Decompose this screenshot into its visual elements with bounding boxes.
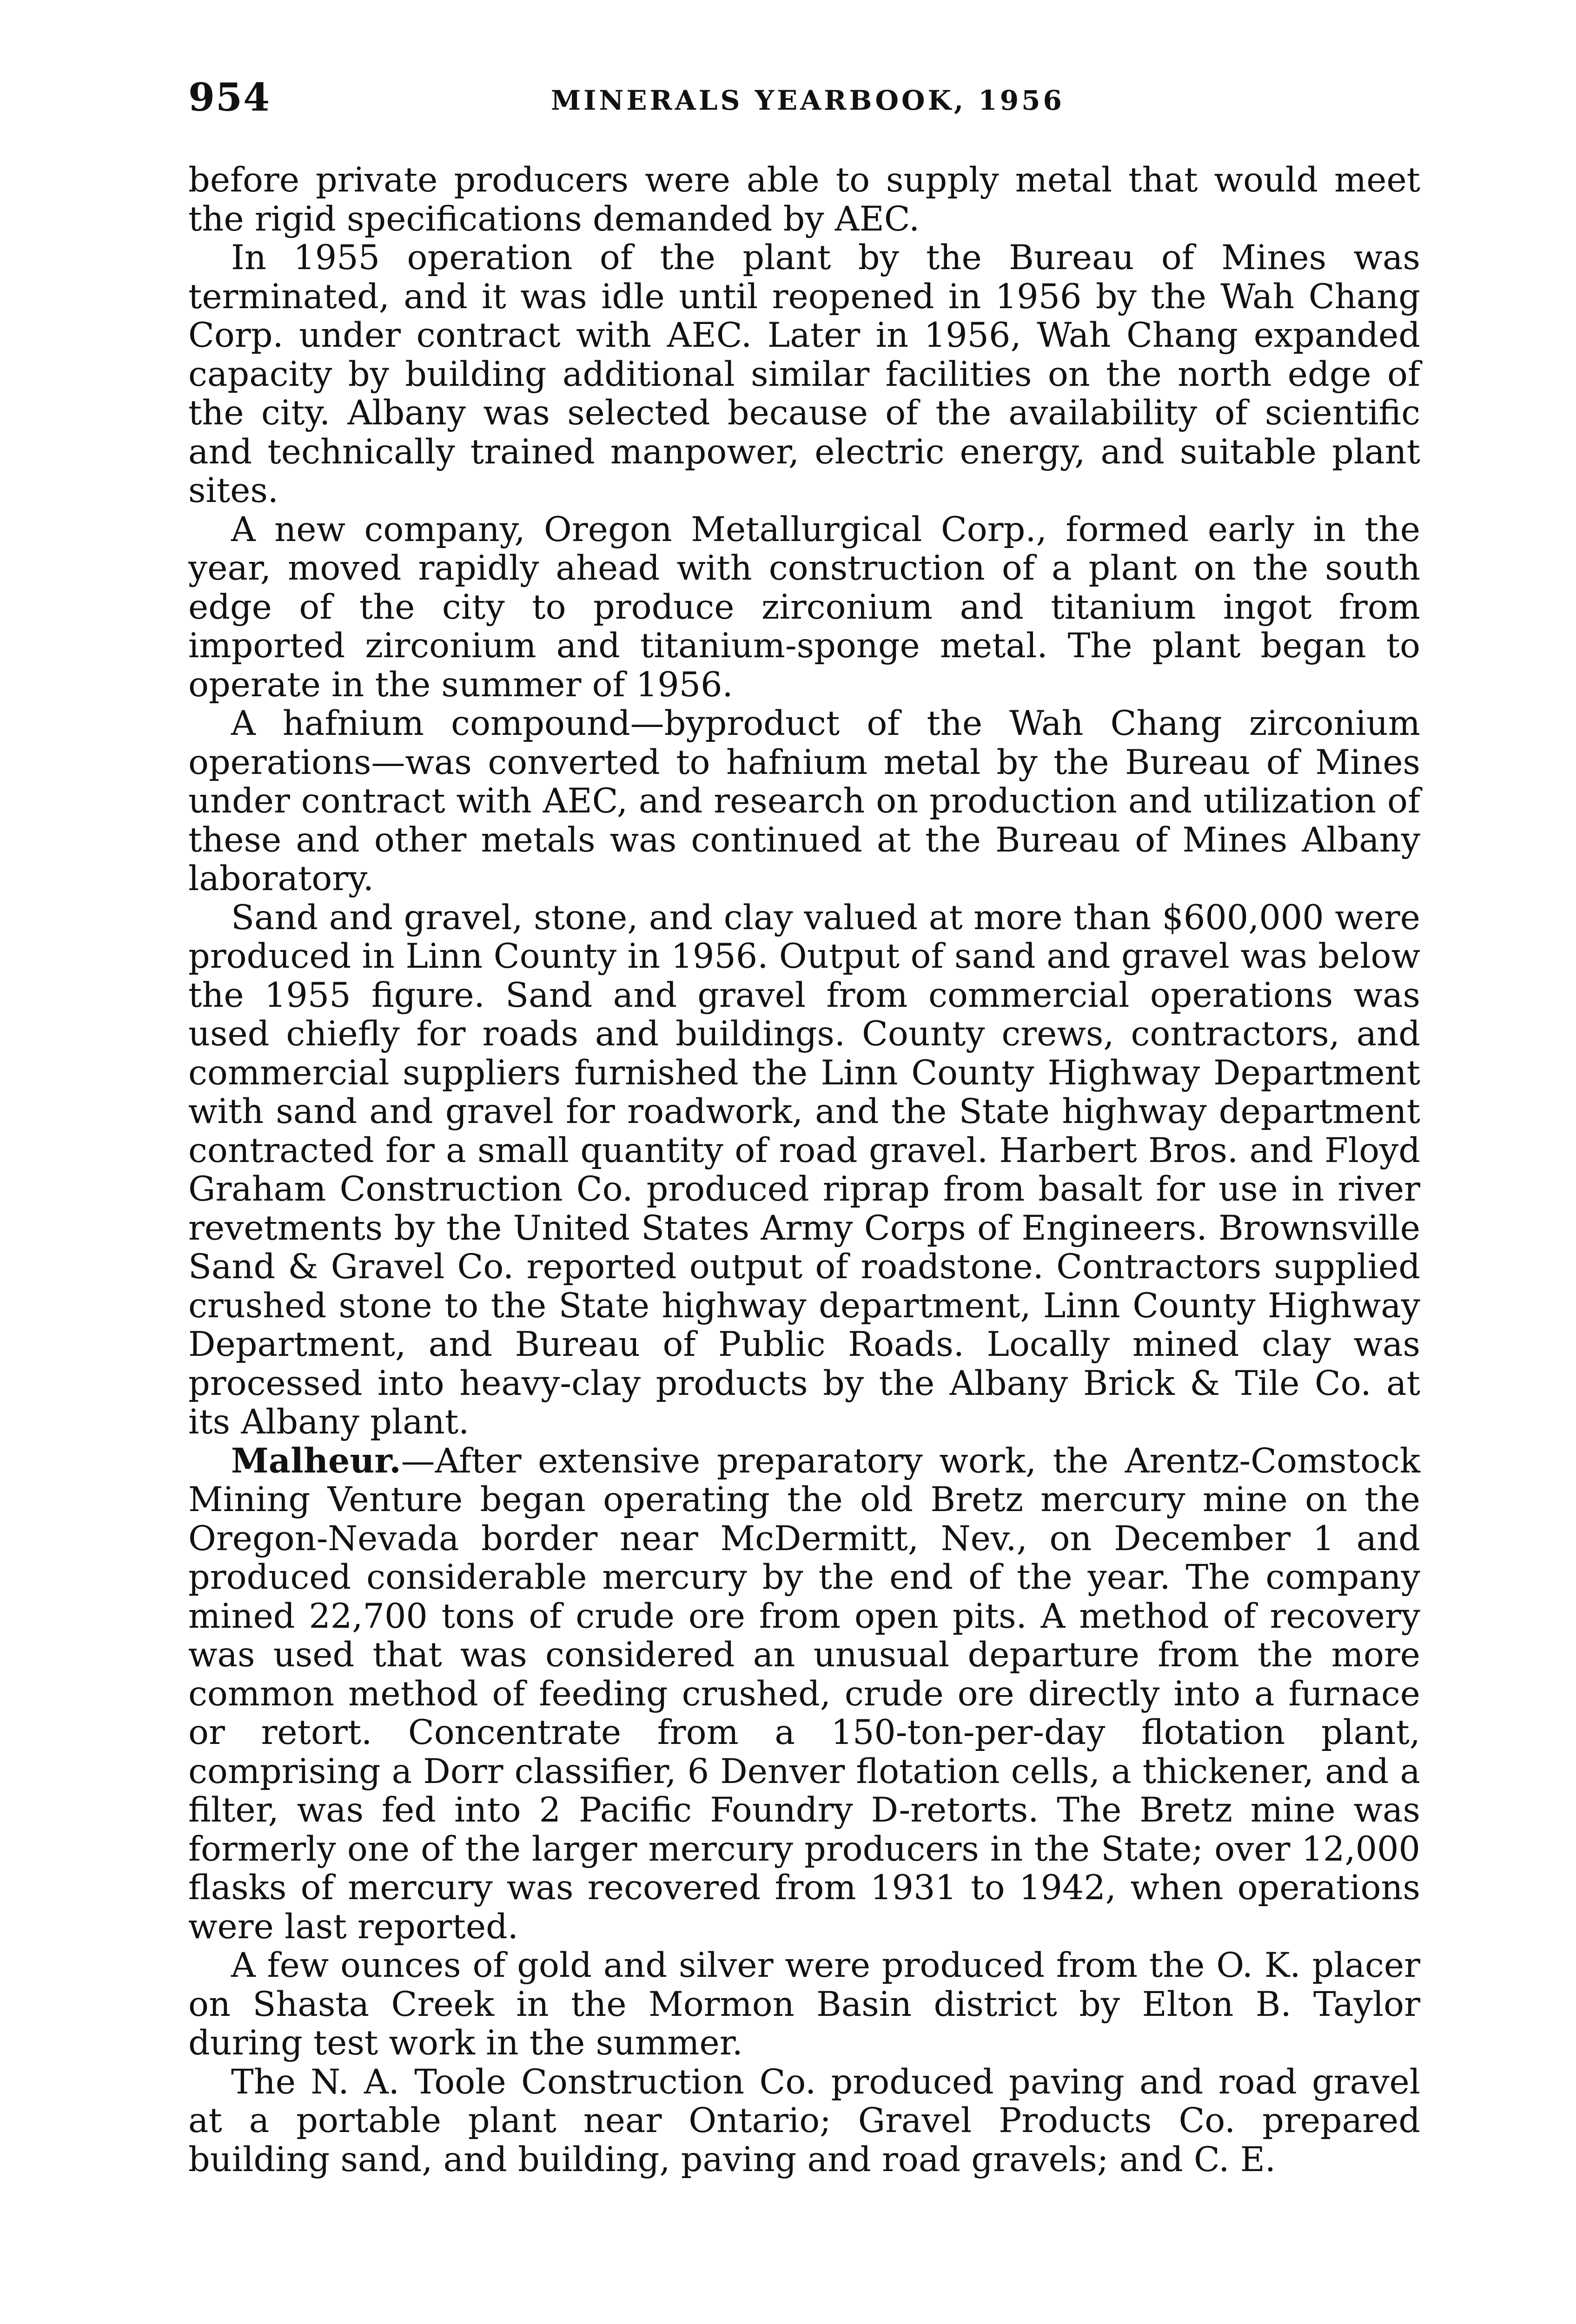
paragraph: A new company, Oregon Metallurgical Corp., formed early in the year, moved rapidly ahead with construction of a plant on the south edge of the city to produce zirconium and titanium ingot from imported zirconium and titanium-sponge metal. The plant began to operate in the summer of 1956. <box>188 509 1420 705</box>
paragraph: A hafnium compound—byproduct of the Wah Chang zirconium operations—was converted to hafnium metal by the Bureau of Mines under contract with AEC, and research on production and utilization of these and other metals was continued at the Bureau of Mines Albany laboratory. <box>188 704 1420 898</box>
paragraph: before private producers were able to supply metal that would meet the rigid specifications demanded by AEC. <box>188 160 1420 239</box>
paragraph: A few ounces of gold and silver were produced from the O. K. placer on Shasta Creek in the Mormon Basin district by Elton B. Taylor during test work in the summer. <box>188 1946 1420 2063</box>
paragraph: The N. A. Toole Construction Co. produced paving and road gravel at a portable plant near Ontario; Gravel Products Co. prepared building sand, and building, paving and road gravels; and C. E. <box>188 2062 1420 2179</box>
paragraph-text: —After extensive preparatory work, the Arentz-Comstock Mining Venture began operating the old Bretz mercury mine on the Oregon-Nevada border near McDermitt, Nev., on December 1 and produced considerable mercury by the end of the year. The company mined 22,700 tons of crude ore from open pits. A method of recovery was used that was considered an unusual departure from the more common method of feeding crushed, crude ore directly into a furnace or retort. Concentrate from a 150-ton-per-day flotation plant, comprising a Dorr classifier, 6 Denver flotation cells, a thickener, and a filter, was fed into 2 Pacific Foundry D-retorts. The Bretz mine was formerly one of the larger mercury producers in the State; over 12,000 flasks of mercury was recovered from 1931 to 1942, when operations were last reported. <box>188 1441 1420 1947</box>
paragraph-malheur <box>188 1442 1420 1947</box>
running-head <box>188 75 1425 131</box>
page-number: 954 <box>188 75 271 120</box>
paragraph: Sand and gravel, stone, and clay valued at more than $600,000 were produced in Linn County in 1956. Output of sand and gravel was below the 1955 figure. Sand and gravel from commercial operations was used chiefly for roads and buildings. County crews, contractors, and commercial suppliers furnished the Linn County Highway Department with sand and gravel for roadwork, and the State highway department contracted for a small quantity of road gravel. Harbert Bros. and Floyd Graham Construction Co. produced riprap from basalt for use in river revetments by the United States Army Corps of Engineers. Brownsville Sand & Gravel Co. reported output of roadstone. Contractors supplied crushed stone to the State highway department, Linn County Highway Department, and Bureau of Public Roads. Locally mined clay was processed into heavy-clay products by the Albany Brick & Tile Co. at its Albany plant. <box>188 898 1420 1442</box>
paragraph: In 1955 operation of the plant by the Bureau of Mines was terminated, and it was idle until reopened in 1956 by the Wah Chang Corp. under contract with AEC. Later in 1956, Wah Chang expanded capacity by building additional similar facilities on the north edge of the city. Albany was selected because of the availability of scientific and technically trained manpower, electric energy, and suitable plant sites. <box>188 238 1420 510</box>
running-title: MINERALS YEARBOOK, 1956 <box>551 85 1065 116</box>
body-text <box>188 161 1420 2179</box>
section-run-in-heading: Malheur. <box>231 1440 401 1481</box>
